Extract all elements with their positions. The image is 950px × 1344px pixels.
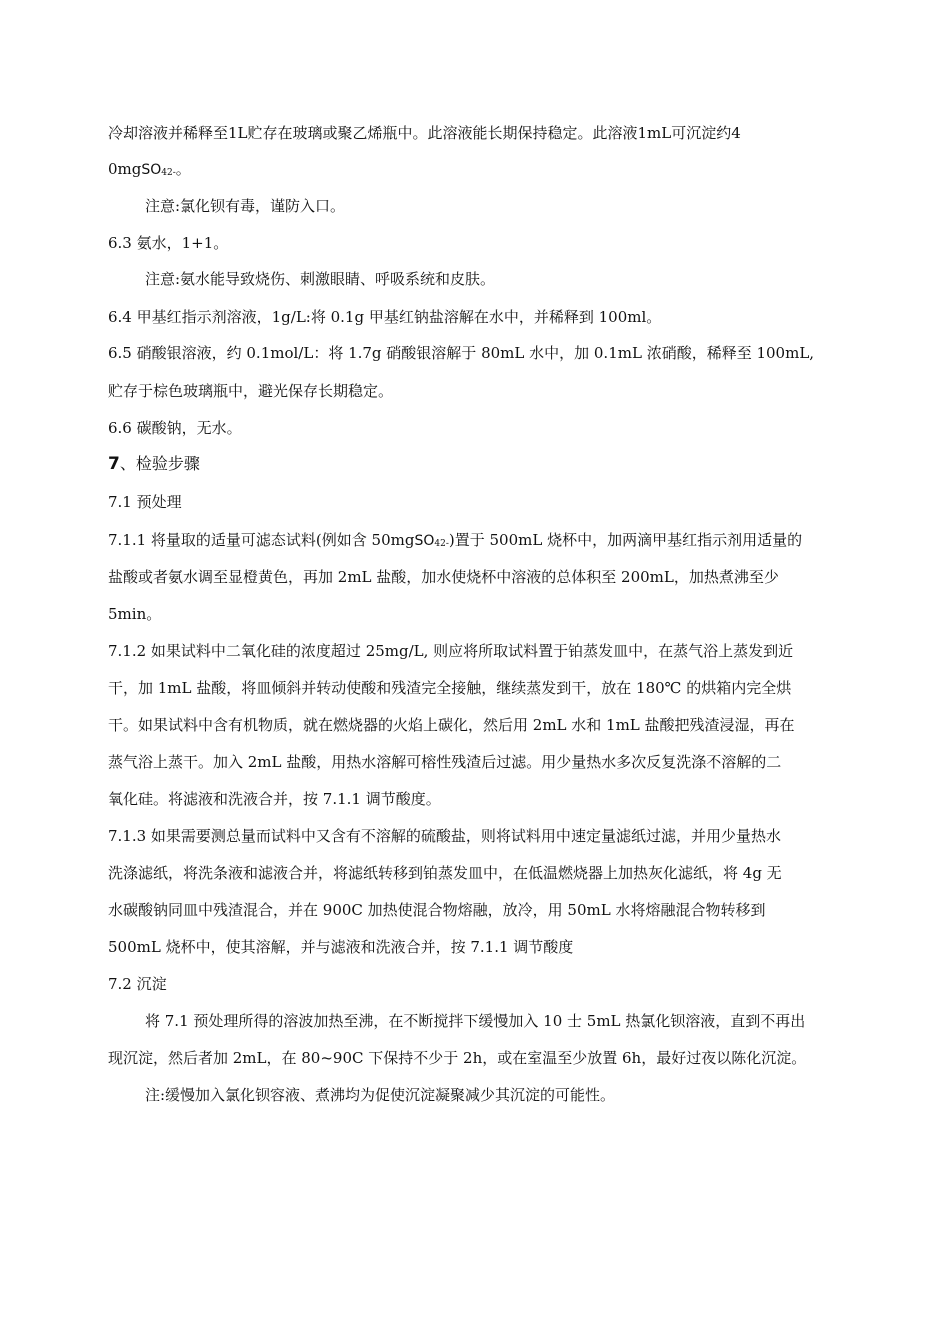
paragraph-7-1-3-line: 500mL 烧杯中，使其溶解，并与滤液和洗液合并，按 7.1.1 调节酸度 xyxy=(108,938,574,956)
heading-text: 、检验步骤 xyxy=(119,454,200,473)
text-run: )置于 500mL 烧杯中，加两滴甲基红指示剂用适量的 xyxy=(448,531,803,549)
text-run: 。 xyxy=(175,160,191,178)
section-6-4: 6.4 甲基红指示剂溶液，1g/L:将 0.1g 甲基红钠盐溶解在水中，并稀释到 100ml。 xyxy=(108,308,662,326)
section-7-2: 7.2 沉淀 xyxy=(108,975,167,993)
section-6-6: 6.6 碳酸钠，无水。 xyxy=(108,419,242,437)
paragraph-7-1-3-line: 水碳酸钠同皿中残渣混合，并在 900C 加热使混合物熔融，放冷，用 50mL 水将熔融混合物转移到 xyxy=(108,901,766,919)
paragraph-7-1-2-line: 氧化硅。将滤液和洗液合并，按 7.1.1 调节酸度。 xyxy=(108,790,441,808)
paragraph-7-1-1-line: 5min。 xyxy=(108,605,162,623)
text-line: 贮存于棕色玻璃瓶中，避光保存长期稳定。 xyxy=(108,382,394,400)
paragraph-7-2-line: 现沉淀，然后者加 2mL，在 80~90C 下保持不少于 2h，或在室温至少放置 6h，最好过夜以陈化沉淀。 xyxy=(108,1049,807,1067)
text-line: 冷却溶液并稀释至1L贮存在玻璃或聚乙烯瓶中。此溶液能长期保持稳定。此溶液1mL可沉淀约4 xyxy=(108,124,741,142)
paragraph-7-1-3-line: 洗涤滤纸，将洗条液和滤液合并，将滤纸转移到铂蒸发皿中，在低温燃烧器上加热灰化滤纸，将 4g 无 xyxy=(108,864,782,882)
note-line: 注意:氯化钡有毒，谨防入口。 xyxy=(145,197,346,215)
paragraph-7-1-1-line: 盐酸或者氨水调至显橙黄色，再加 2mL 盐酸，加水使烧杯中溶液的总体积至 200mL，加热煮沸至少 xyxy=(108,568,779,586)
paragraph-7-1-2-line: 干。如果试料中含有机物质，就在燃烧器的火焰上碳化，然后用 2mL 水和 1mL 盐酸把残渣浸湿，再在 xyxy=(108,716,795,734)
paragraph-7-1-2-line: 蒸气浴上蒸干。加入 2mL 盐酸，用热水溶解可榕性残渣后过滤。用少量热水多次反复洗涤不溶解的二 xyxy=(108,753,782,771)
paragraph-7-2-line: 将 7.1 预处理所得的溶波加热至沸，在不断搅拌下缓慢加入 10 士 5mL 热氯化钡溶液，直到不再出 xyxy=(145,1012,806,1030)
text-line xyxy=(108,159,870,182)
text-run: 7.1.1 将量取的适量可滤态试料(例如含 50mg xyxy=(108,531,415,549)
heading-number: 7 xyxy=(108,454,120,474)
note-line: 注意:氨水能导致烧伤、刺激眼睛、呼吸系统和皮肤。 xyxy=(145,270,496,288)
note-line: 注:缓慢加入氯化钡容液、煮沸均为促使沉淀凝聚减少其沉淀的可能性。 xyxy=(145,1086,616,1104)
paragraph-7-1-2-line: 干，加 1mL 盐酸，将皿倾斜并转动使酸和残渣完全接触，继续蒸发到干，放在 180℃ 的烘箱内完全烘 xyxy=(108,679,792,697)
text-run: 0mg xyxy=(108,160,142,178)
paragraph-7-1-1 xyxy=(108,530,870,553)
formula-so4: SO xyxy=(141,162,162,178)
section-7-1: 7.1 预处理 xyxy=(108,493,182,511)
section-6-3: 6.3 氨水，1+1。 xyxy=(108,234,229,252)
section-6-5: 6.5 硝酸银溶液，约 0.1mol/L：将 1.7g 硝酸银溶解于 80mL 水中，加 0.1mL 浓硝酸，稀释至 100mL, xyxy=(108,344,815,362)
formula-subscript: 42- xyxy=(161,168,176,178)
formula-so4: SO xyxy=(414,533,435,549)
paragraph-7-1-2-line: 7.1.2 如果试料中二氧化硅的浓度超过 25mg/L, 则应将所取试料置于铂蒸发皿中，在蒸气浴上蒸发到近 xyxy=(108,642,794,660)
heading-section-7 xyxy=(108,454,870,474)
formula-subscript: 42- xyxy=(434,539,449,549)
paragraph-7-1-3-line: 7.1.3 如果需要测总量而试料中又含有不溶解的硫酸盐，则将试料用中速定量滤纸过滤，并用少量热水 xyxy=(108,827,781,845)
